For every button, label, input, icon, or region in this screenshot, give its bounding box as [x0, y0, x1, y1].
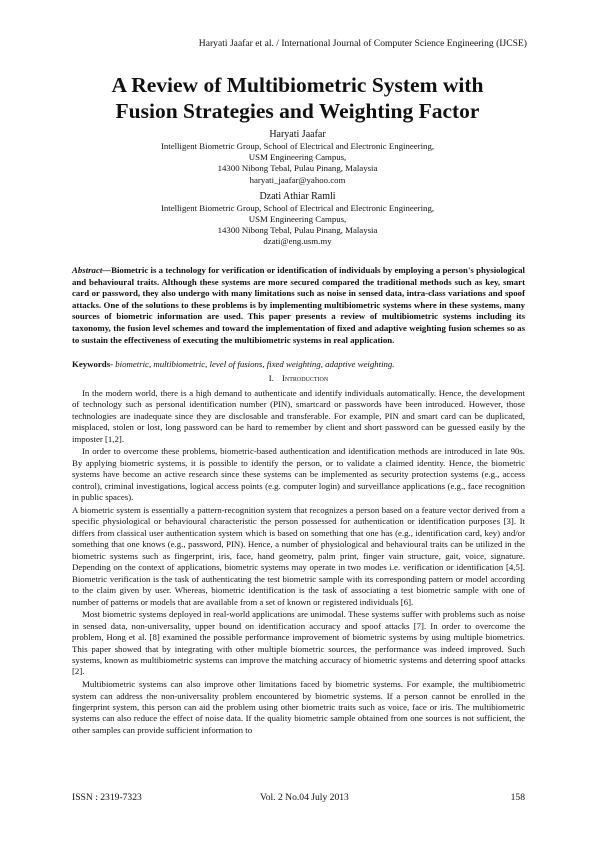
section-heading [72, 373, 525, 383]
paragraph: In order to overcome these problems, biometric-based authentication and identification methods are introduced in late 90s. By applying biometric systems, it is possible to identify the person, or to validate a claimed identity. Hence, the biometric systems have become an active research since these systems can be implemented as security protection systems (e.g., access control), criminal investigations, logical access points (e.g. computer login) and surveillance applications (e.g., face recognition in public spaces). [72, 446, 525, 503]
author-affiliation: Intelligent Biometric Group, School of Electrical and Electronic Engineering, [160, 141, 435, 151]
footer-issn: ISSN : 2319-7323 [72, 792, 142, 803]
author-block [60, 128, 535, 248]
abstract [72, 265, 525, 346]
abstract-label: Abstract— [72, 265, 112, 275]
author-email: haryati_jaafar@yahoo.com [249, 174, 346, 185]
running-head: Haryati Jaafar et al. / International Journal of Computer Science Engineering (IJCSE) [198, 38, 527, 49]
paper-title [60, 72, 535, 124]
author-affiliation: Intelligent Biometric Group, School of Electrical and Electronic Engineering, [160, 202, 435, 213]
paragraph: Multibiometric systems can also improve other limitations faced by biometric systems. For example, the multibiometric system can address the non-universality problem encountered by biometric systems. If a person cannot be enrolled in the fingerprint system, this person can aid the problem using other biometric traits such as voice, face or iris. The multibiometric systems can also reduce the effect of noise data. If the quality biometric sample obtained from one sources is not sufficient, the other samples can provide sufficient information to [72, 679, 525, 735]
title-line-1: A Review of Multibiometric System with [111, 73, 484, 97]
author-campus: USM Engineering Campus, [248, 152, 347, 163]
author-email: dzati@eng.usm.my [263, 236, 332, 247]
paragraph: A biometric system is essentially a pattern-recognition system that recognizes a person based on a feature vector derived from a specific physiological or behavioural characteristic the person possessed for authentication or identification purposes [3]. It differs from classical user authentication system which is based on something that one has (e.g., identification card, key) and/or something that one knows (e.g., password, PIN). Hence, a number of physiological and behavioural traits can be utilized in the biometric systems such as fingerprint, iris, face, hand geometry, palm print, finger vain structure, gait, voice, signature. Depending on the context of applications, biometric systems may operate in two modes i.e. verification or identification [4,5]. Biometric verification is the task of authenticating the test biometric sample with its corresponding pattern or model according to the claim given by user. Whereas, biometric identification is the task of associating a test biometric sample with one of number of patterns or models that are available from a set of known or registered individuals [6]. [72, 504, 525, 607]
keywords-label: Keywords- [72, 359, 114, 369]
abstract-text: Biometric is a technology for verification or identification of individuals by employing a person's physiological and behavioural traits. Although these systems are more secured compared the traditional methods such as key, smart card or password, they also undergo with many limitations such as noise in sensed data, intra-class variations and spoof attacks. One of the solutions to these problems is by implementing multibiometric systems where in these systems, many sources of biometric information are used. This paper presents a review of multibiometric systems including its taxonomy, the fusion level schemes and toward the implementation of fixed and adaptive weighting fusion schemes so as to sustain the effectiveness of executing the multibiometric systems in real application. [72, 265, 525, 345]
page-number: 158 [510, 792, 525, 803]
section-number: I. [268, 373, 274, 383]
title-line-2: Fusion Strategies and Weighting Factor [115, 99, 480, 123]
author-name: Dzati Athiar Ramli [259, 190, 336, 202]
section-title: Introduction [281, 373, 329, 383]
author-address: 14300 Nibong Tebal, Pulau Pinang, Malaysia [217, 163, 378, 174]
author-name: Haryati Jaafar [269, 129, 326, 140]
body-text [72, 388, 525, 738]
paragraph: In the modern world, there is a high demand to authenticate and identify individuals automatically. Hence, the development of technology such as personal identification number (PIN), smartcard or passwords have been introduced. However, those technologies are inadequate since they are disclosable and transferable. For example, PIN and smart card can be duplicated, misplaced, stolen or lost, long password can be hard to remember by client and short password can be guessed easily by the imposter [1,2]. [72, 388, 525, 444]
footer-volume: Vol. 2 No.04 July 2013 [260, 792, 349, 803]
author-campus: USM Engineering Campus, [248, 214, 347, 225]
keywords-text: biometric, multibiometric, level of fusions, fixed weighting, adaptive weighting. [113, 359, 395, 369]
paragraph: Most biometric systems deployed in real-world applications are unimodal. These systems suffer with problems such as noise in sensed data, non-universality, upper bound on identification accuracy and spoof attacks [7]. In order to overcome the problem, Hong et al. [8] examined the possible performance improvement of biometric systems by using multiple biometrics. This paper showed that by integrating with other multiple biometric sources, the performance was indeed improved. Such systems, known as multibiometric systems can improve the matching accuracy of biometric systems and deterring spoof attacks [2]. [72, 609, 525, 677]
keywords [72, 359, 525, 371]
author-address: 14300 Nibong Tebal, Pulau Pinang, Malaysia [217, 225, 378, 236]
